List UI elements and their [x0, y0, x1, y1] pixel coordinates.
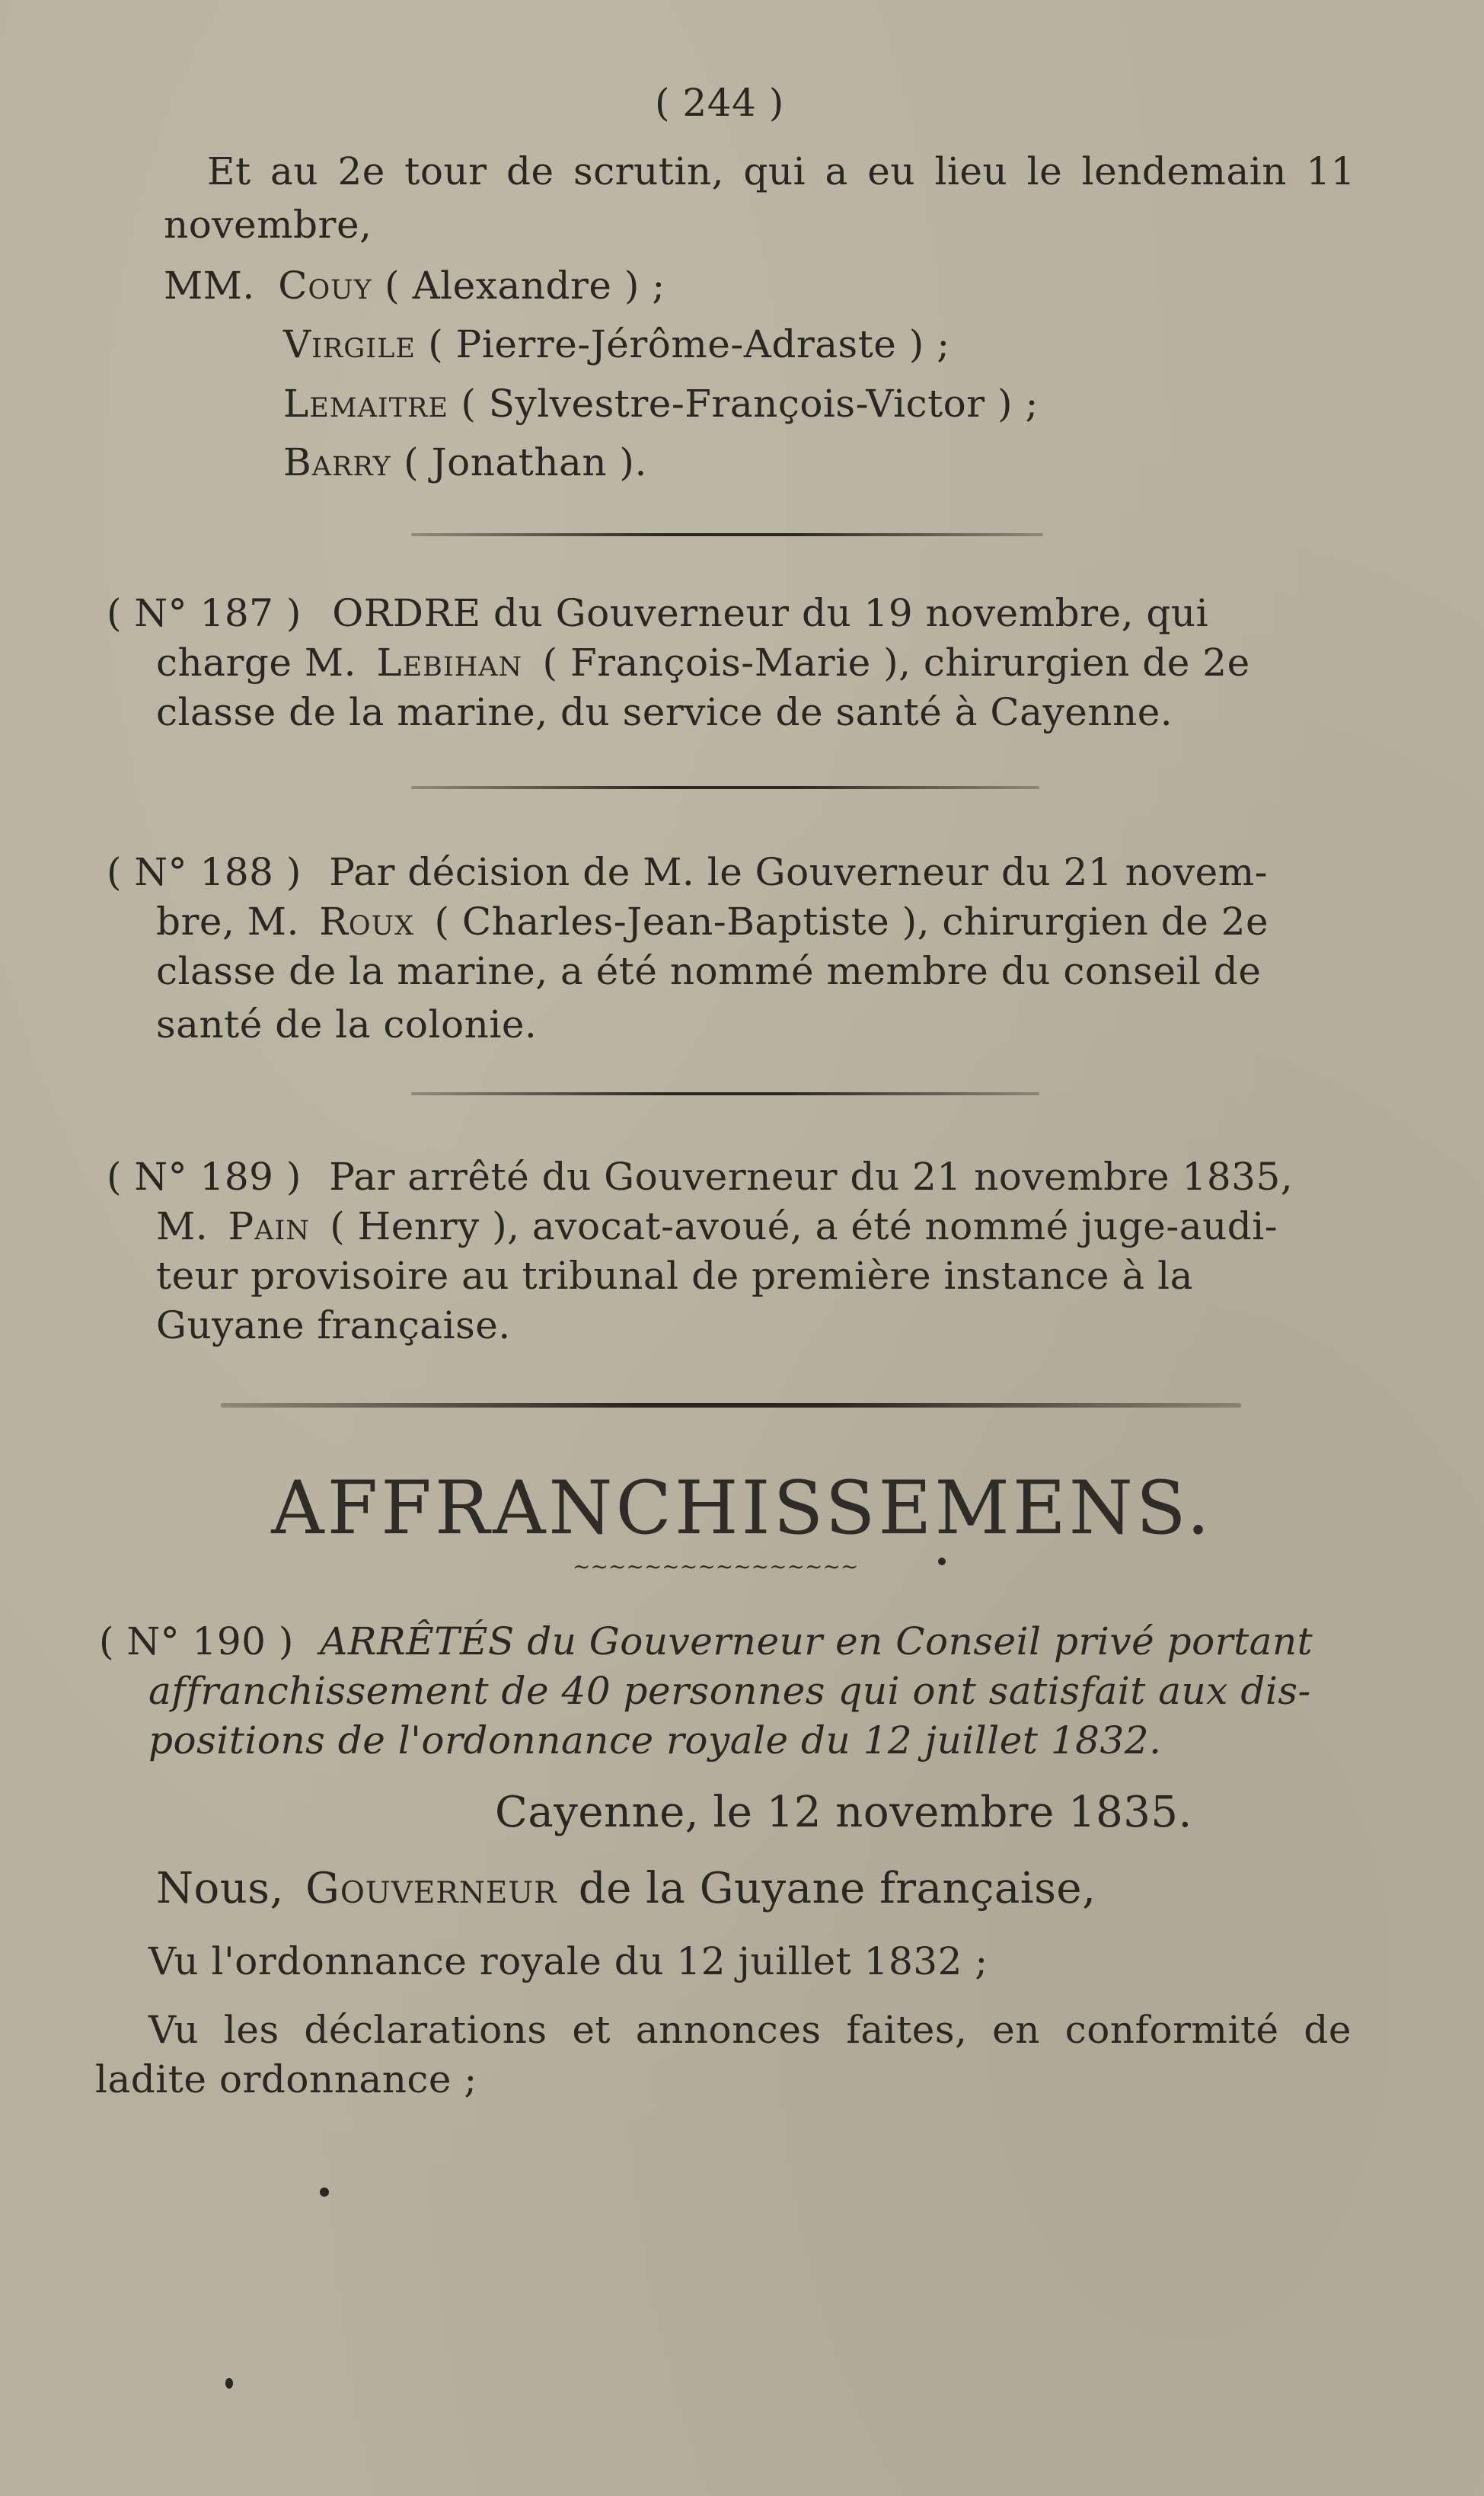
vu-line-2: Vu les déclarations et annonces faites, en conformité de [148, 2008, 1352, 2052]
entry-text: ( Charles-Jean-Baptiste ), chirurgien de 2e [434, 900, 1269, 944]
entry-187-line-1 [107, 590, 1355, 636]
separator-rule [411, 533, 1043, 536]
entry-text: bre, M. [156, 900, 299, 944]
vu-line-3: ladite ordonnance ; [95, 2057, 477, 2101]
entry-189-line-3: teur provisoire au tribunal de première instance à la [156, 1254, 1193, 1298]
elected-surname: Lemaitre [283, 382, 448, 426]
elected-member-1 [164, 263, 665, 308]
nous-line [156, 1866, 1096, 1912]
entry-text: ARRÊTÉS du Gouverneur en Conseil privé portant [320, 1619, 1313, 1663]
section-separator-rule [221, 1403, 1241, 1408]
entry-187-line-3: classe de la marine, du service de santé à Cayenne. [156, 690, 1173, 734]
entry-189-line-2 [156, 1203, 1278, 1249]
entry-189-line-1 [107, 1154, 1293, 1200]
entry-text: ( Henry ), avocat-avoué, a été nommé juge-audi- [330, 1204, 1278, 1248]
entry-188-line-2 [156, 899, 1269, 944]
entry-text: ORDRE du Gouverneur du 19 novembre, qui [332, 591, 1209, 635]
ink-speck [320, 2188, 329, 2197]
entry-text: charge M. [156, 641, 356, 685]
entry-text: Nous, [156, 1864, 284, 1913]
elected-member-2 [283, 321, 950, 367]
vu-line-1: Vu l'ordonnance royale du 12 juillet 1832 ; [148, 1939, 988, 1983]
person-surname: Pain [228, 1204, 310, 1248]
ink-speck [938, 1558, 946, 1565]
entry-190-line-3: positions de l'ordonnance royale du 12 juillet 1832. [148, 1718, 1162, 1763]
entry-188-line-4: santé de la colonie. [156, 1002, 538, 1047]
entry-number: ( N° 189 ) [107, 1155, 302, 1199]
elected-given-names: ( Sylvestre-François-Victor ) ; [461, 382, 1039, 426]
intro-line-1: Et au 2e tour de scrutin, qui a eu lieu le lendemain 11 [207, 149, 1355, 193]
page-number: ( 244 ) [655, 81, 784, 125]
entry-187-line-2 [156, 640, 1250, 686]
entry-188-line-1 [107, 849, 1268, 895]
elected-member-3 [283, 381, 1039, 427]
elected-prefix: MM. [164, 264, 255, 308]
elected-given-names: ( Jonathan ). [404, 440, 647, 484]
entry-text: ( François-Marie ), chirurgien de 2e [542, 641, 1250, 685]
governor-title: Gouverneur [305, 1864, 557, 1913]
person-surname: Roux [319, 900, 415, 944]
intro-line-2: novembre, [164, 203, 372, 247]
separator-rule [411, 1092, 1039, 1095]
entry-190-line-2: affranchissement de 40 personnes qui ont satisfait aux dis- [148, 1669, 1311, 1713]
elected-member-4 [283, 439, 647, 485]
elected-given-names: ( Alexandre ) ; [385, 264, 665, 308]
entry-text: de la Guyane française, [578, 1864, 1096, 1913]
entry-190-line-1 [99, 1619, 1313, 1664]
entry-188-line-3: classe de la marine, a été nommé membre du conseil de [156, 949, 1262, 993]
entry-text: M. [156, 1204, 209, 1248]
entry-189-line-4: Guyane française. [156, 1303, 511, 1347]
entry-number: ( N° 187 ) [107, 591, 302, 635]
entry-number: ( N° 190 ) [99, 1619, 294, 1663]
dateline: Cayenne, le 12 novembre 1835. [495, 1788, 1192, 1837]
elected-given-names: ( Pierre-Jérôme-Adraste ) ; [428, 322, 950, 366]
entry-text: Par décision de M. le Gouverneur du 21 novem- [329, 850, 1269, 894]
section-heading: AFFRANCHISSEMENS. [271, 1465, 1213, 1551]
separator-rule [411, 786, 1039, 789]
elected-surname: Barry [283, 440, 391, 484]
entry-text: Par arrêté du Gouverneur du 21 novembre 1835, [329, 1155, 1294, 1199]
elected-surname: Couy [278, 264, 372, 308]
ink-speck [225, 2378, 233, 2389]
elected-surname: Virgile [283, 322, 416, 366]
entry-number: ( N° 188 ) [107, 850, 302, 894]
heading-ornament: ~~~~~~~~~~~~~~~~ [573, 1554, 859, 1579]
person-surname: Lebihan [376, 641, 523, 685]
